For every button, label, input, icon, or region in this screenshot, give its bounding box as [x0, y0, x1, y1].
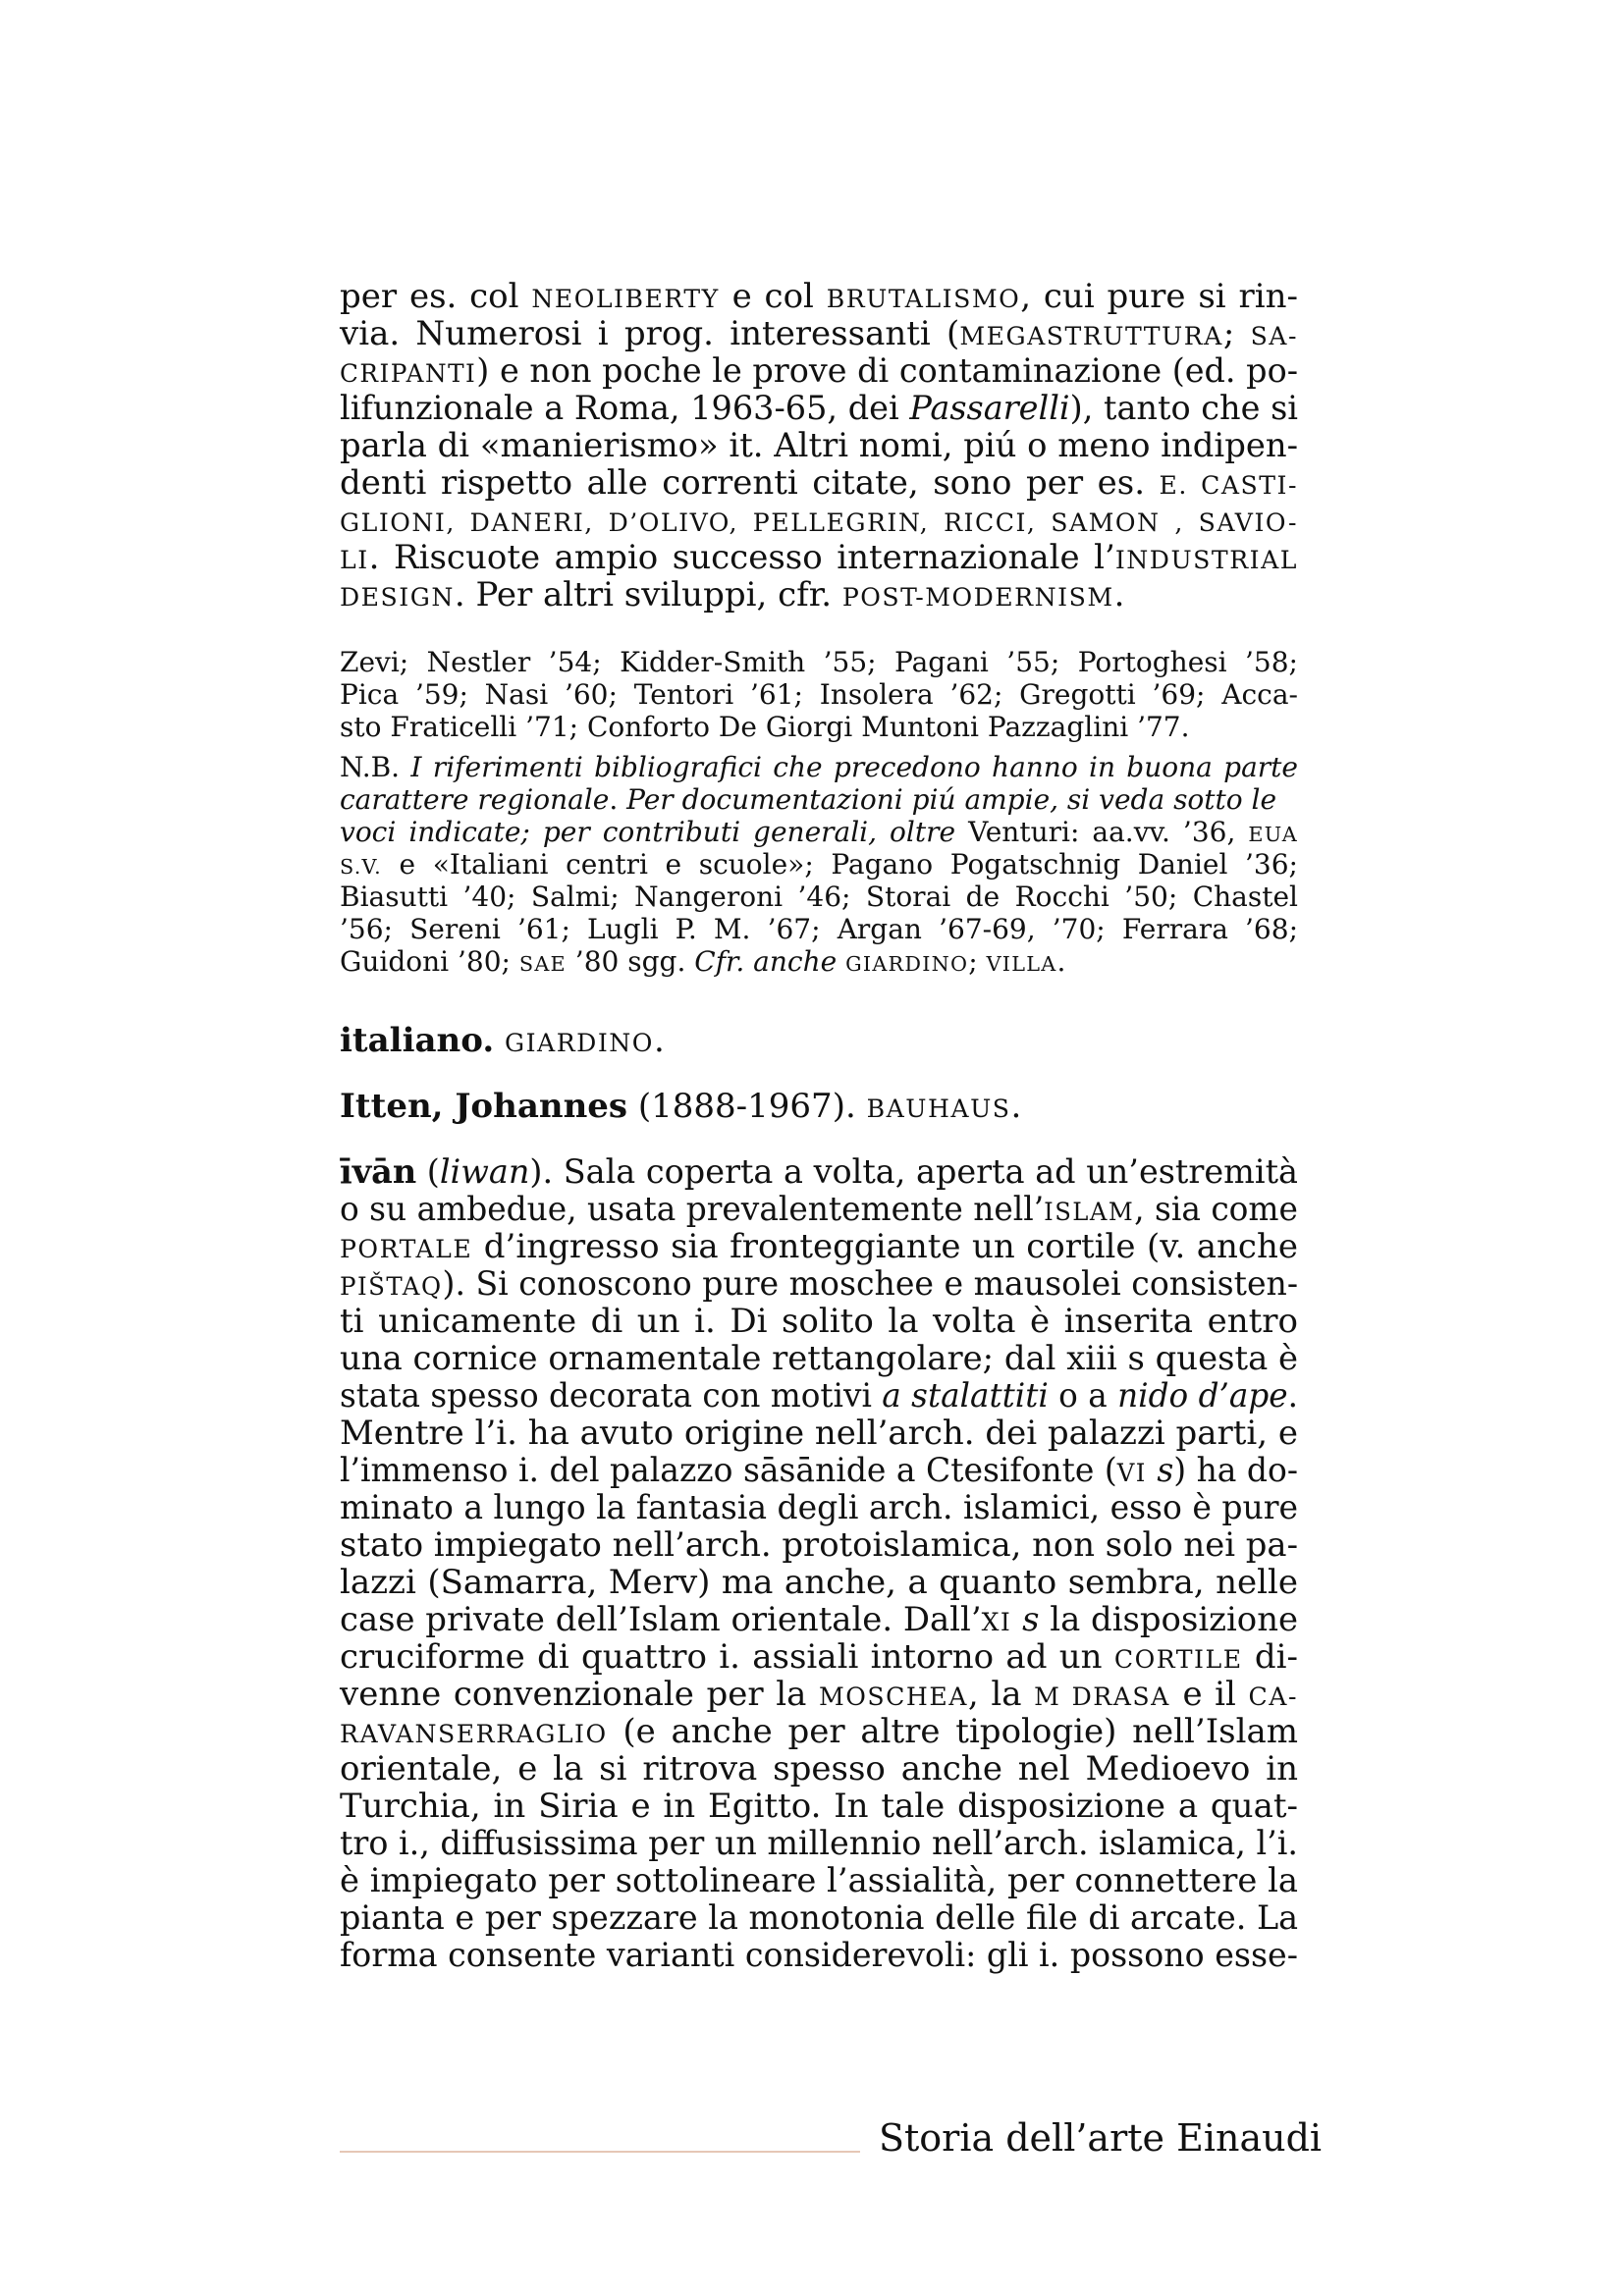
bibliography-line: S.V. e «Italiani centri e scuole»; Pagano Pogatschnig Daniel ’36; [340, 848, 1298, 881]
text-line: stata spesso decorata con motivi a stalattiti o a nido d’ape. [340, 1376, 1299, 1415]
cross-reference: PIŠTAQ [340, 1272, 443, 1301]
cross-reference: BAUHAUS [866, 1095, 1011, 1123]
entry-headword: italiano. [340, 1021, 495, 1060]
text-line: stato impiegato nell’arch. protoislamica, non solo nei pa- [340, 1525, 1299, 1565]
cross-reference: EUA [1248, 823, 1298, 846]
text-line: o su ambedue, usata prevalentemente nell’ISLAM, sia come [340, 1190, 1298, 1229]
bibliography-line: voci indicate; per contributi generali, oltre Venturi: aa.vv. ’36, EUA [340, 816, 1298, 848]
text-line: l’immenso i. del palazzo sāsānide a Ctesifonte (VI s) ha do- [340, 1451, 1298, 1490]
cross-reference: POST-MODERNISM [841, 583, 1114, 612]
text-line: è impiegato per sottolineare l’assialità, per connettere la [340, 1861, 1299, 1900]
text-line: venne convenzionale per la MOSCHEA, la M DRASA e il CA- [340, 1675, 1298, 1714]
cross-reference: BRUTALISMO [826, 285, 1021, 313]
text-line: una cornice ornamentale rettangolare; dal xiii s questa è [340, 1339, 1299, 1378]
text-line: lazzi (Samarra, Merv) ma anche, a quanto sembra, nelle [340, 1563, 1298, 1602]
bibliography-line: sto Fraticelli ’71; Conforto De Giorgi Muntoni Pazzaglini ’77. [340, 711, 1190, 743]
cross-reference: DESIGN [340, 583, 455, 612]
bibliography-line: Biasutti ’40; Salmi; Nangeroni ’46; Storai de Rocchi ’50; Chastel [340, 881, 1298, 913]
text-line: PORTALE d’ingresso sia fronteggiante un cortile (v. anche [340, 1227, 1298, 1266]
text-line: DESIGN. Per altri sviluppi, cfr. POST-MODERNISM. [340, 575, 1125, 614]
text-line: RAVANSERRAGLIO (e anche per altre tipologie) nell’Islam [340, 1712, 1298, 1751]
text-line: denti rispetto alle correnti citate, sono per es. E. CASTI- [340, 463, 1298, 503]
text-line: parla di «manierismo» it. Altri nomi, piú o meno indipen- [340, 426, 1299, 465]
cross-reference: GIARDINO [845, 952, 969, 976]
text-line: PIŠTAQ). Si conoscono pure moschee e mausolei consisten- [340, 1264, 1299, 1304]
entry-headword: Itten, Johannes [340, 1087, 628, 1126]
cross-reference: PORTALE [340, 1235, 473, 1263]
text-line: minato a lungo la fantasia degli arch. islamici, esso è pure [340, 1488, 1299, 1527]
cross-reference: LI [340, 546, 369, 574]
cross-reference: MEGASTRUTTURA [959, 322, 1223, 350]
cross-reference: GLIONI, DANERI, D’OLIVO, PELLEGRIN, RICCI, SAMON , SAVIO- [340, 508, 1298, 537]
cross-reference: VILLA [986, 952, 1057, 976]
footer-rule [340, 2151, 860, 2153]
entry-itten: Itten, Johannes (1888-1967). BAUHAUS. [340, 1087, 1022, 1126]
cross-reference: INDUSTRIAL [1114, 546, 1298, 574]
text-line: per es. col NEOLIBERTY e col BRUTALISMO, cui pure si rin- [340, 277, 1298, 316]
text-line: pianta e per spezzare la monotonia delle file di arcate. La [340, 1898, 1299, 1938]
text-line: case private dell’Islam orientale. Dall’XI s la disposizione [340, 1600, 1299, 1639]
bibliography-line: carattere regionale. Per documentazioni piú ampie, si veda sotto le [340, 783, 1277, 816]
cross-reference: ISLAM [1044, 1198, 1135, 1226]
text-line: Mentre l’i. ha avuto origine nell’arch. dei palazzi parti, e [340, 1414, 1298, 1453]
bibliography-line: Guidoni ’80; SAE ’80 sgg. Cfr. anche GIARDINO; VILLA. [340, 945, 1066, 978]
text-line: Turchia, in Siria e in Egitto. In tale disposizione a quat- [340, 1787, 1298, 1826]
entry-headword: īvān [340, 1152, 417, 1192]
entry-italiano: italiano. GIARDINO. [340, 1021, 665, 1060]
cross-reference: E. CASTI- [1159, 471, 1298, 500]
bibliography-line: Pica ’59; Nasi ’60; Tentori ’61; Insolera ’62; Gregotti ’69; Acca- [340, 678, 1298, 711]
text-line: LI. Riscuote ampio successo internazionale l’INDUSTRIAL [340, 538, 1298, 577]
cross-reference: NEOLIBERTY [531, 285, 720, 313]
cross-reference: SA- [1250, 322, 1298, 350]
bibliography-line: ’56; Sereni ’61; Lugli P. M. ’67; Argan ’67-69, ’70; Ferrara ’68; [340, 913, 1298, 945]
text-line: forma consente varianti considerevoli: gli i. possono esse- [340, 1936, 1298, 1975]
cross-reference: MOSCHEA [819, 1682, 968, 1711]
text-line: CRIPANTI) e non poche le prove di contaminazione (ed. po- [340, 351, 1298, 391]
cross-reference: RAVANSERRAGLIO [340, 1720, 608, 1748]
cross-reference: CA- [1248, 1682, 1298, 1711]
cross-reference: CORTILE [1113, 1645, 1243, 1674]
text-line: lifunzionale a Roma, 1963-65, dei Passarelli), tanto che si [340, 389, 1298, 428]
text-line [340, 501, 1298, 543]
cross-reference: GIARDINO [504, 1029, 654, 1057]
text-line: via. Numerosi i prog. interessanti (MEGASTRUTTURA; SA- [340, 314, 1298, 353]
cross-reference: M DRASA [1034, 1682, 1170, 1711]
text-line: tro i., diffusissima per un millennio nell’arch. islamica, l’i. [340, 1824, 1298, 1863]
bibliography-line: Zevi; Nestler ’54; Kidder-Smith ’55; Pagani ’55; Portoghesi ’58; [340, 646, 1298, 678]
text-line: cruciforme di quattro i. assiali intorno ad un CORTILE di- [340, 1637, 1298, 1677]
bibliography-line: N.B. I riferimenti bibliografici che precedono hanno in buona parte [340, 751, 1298, 783]
entry-ivan: īvān (liwan). Sala coperta a volta, aperta ad un’estremità [340, 1152, 1298, 1192]
text-line: orientale, e la si ritrova spesso anche nel Medioevo in [340, 1749, 1298, 1789]
cross-reference: CRIPANTI [340, 359, 477, 388]
text-line: ti unicamente di un i. Di solito la volta è inserita entro [340, 1302, 1298, 1341]
footer-publisher: Storia dell’arte Einaudi [879, 2116, 1323, 2160]
